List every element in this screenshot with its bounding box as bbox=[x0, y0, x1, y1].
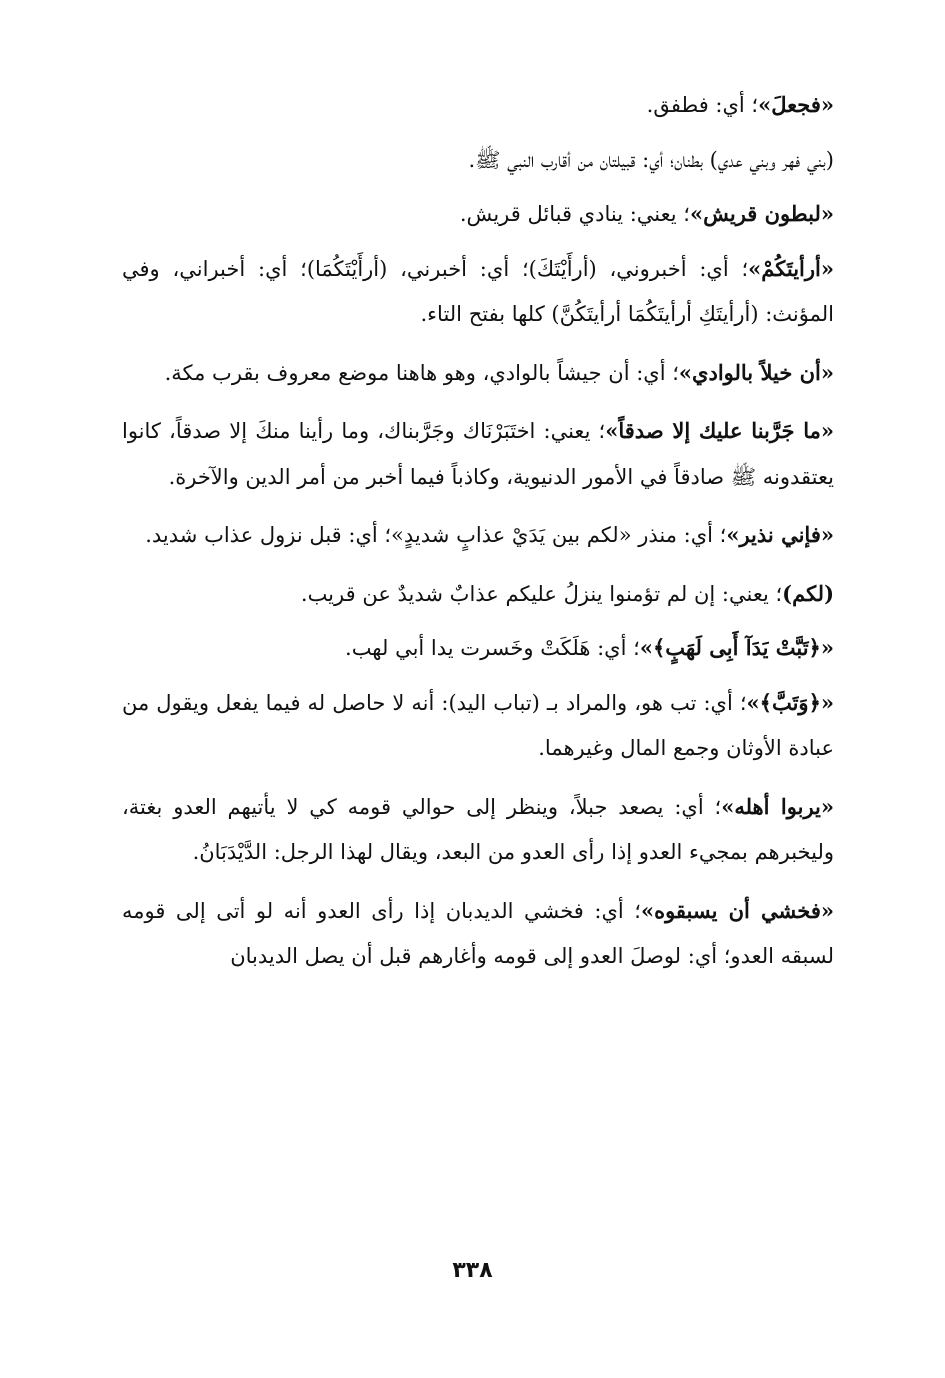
term: «﴿وَتَبَّ﴾» bbox=[746, 689, 834, 715]
paragraph-11 bbox=[122, 784, 834, 876]
explanation: ؛ يعني: إن لم تؤمنوا ينزلُ عليكم عذابٌ شديدٌ عن قريب. bbox=[300, 581, 783, 606]
paragraph-2 bbox=[122, 137, 834, 184]
paragraph-8 bbox=[122, 571, 834, 618]
explanation: ؛ أي: فطفق. bbox=[646, 93, 759, 117]
explanation: ؛ أي: فخشي الديدبان إذا رأى العدو أنه لو أتى إلى قومه لسبقه العدو؛ أي: لوصلَ العدو إلى قومه وأغارهم قبل أن يصل الديدبان bbox=[122, 898, 834, 968]
explanation: ؛ يعني: ينادي قبائل قريش. bbox=[459, 202, 690, 226]
term: «لبطون قريش» bbox=[689, 201, 834, 226]
paragraph-7 bbox=[122, 512, 834, 559]
explanation: ؛ أي: تب هو، والمراد بـ (تباب اليد): أنه لا حاصل له فيما يفعل ويقول من عبادة الأوثان وجمع المال وغيرهما. bbox=[122, 690, 834, 760]
paragraph-5 bbox=[122, 350, 834, 397]
term: (لكم) bbox=[782, 580, 834, 606]
explanation: ؛ أي: يصعد جبلاً، وينظر إلى حوالي قومه كي لا يأتيهم العدو بغتة، وليخبرهم بمجيء العدو إذا رأى العدو من البعد، ويقال لهذا الرجل: الدَّيْدَبَانُ. bbox=[122, 794, 834, 864]
term: «يربوا أهله» bbox=[721, 793, 835, 819]
paragraph-12 bbox=[122, 888, 834, 980]
term: «فخشي أن يسبقوه» bbox=[640, 897, 834, 923]
term: «فجعلَ» bbox=[758, 92, 834, 117]
term: «فإني نذير» bbox=[726, 522, 834, 547]
paragraph-4 bbox=[122, 246, 834, 338]
term: «﴿تَبَّتْ يَدَآ أَبِى لَهَبٍ﴾» bbox=[639, 635, 834, 660]
explanation: ؛ أي: منذر «لكم بين يَدَيْ عذابٍ شديدٍ»؛ أي: قبل نزول عذاب شديد. bbox=[145, 523, 727, 547]
paragraph-10 bbox=[122, 680, 834, 772]
term: «أرأيتَكُمْ» bbox=[748, 255, 834, 281]
explanation: ؛ أي: هَلَكَتْ وخَسرت يدا أبي لهب. bbox=[345, 636, 640, 660]
explanation: ؛ أي: أخبروني، (أرأَيْتَكَ)؛ أي: أخبرني، (أرأَيْتَكُمَا)؛ أي: أخبراني، وفي المؤنث: (أرأيتَكِ أرأيتَكُمَا أرأيتَكُنَّ) كلها بفتح التاء. bbox=[122, 256, 834, 326]
paragraph-9 bbox=[122, 625, 834, 672]
paragraph-3 bbox=[122, 191, 834, 238]
explanation: ؛ يعني: اختَبَرْنَاك وجَرَّبناك، وما رأينا منكَ إلا صدقاً، كانوا يعتقدونه ﷺ صادقاً في الأمور الدنيوية، وكاذباً فيما أخبر من أمر الدين والآخرة. bbox=[122, 419, 834, 489]
paragraph-1 bbox=[122, 82, 834, 129]
term: «أن خيلاً بالوادي» bbox=[678, 359, 834, 385]
explanation: (بني فهر وبني عدي) بطنان؛ أي: قبيلتان من أقارب النبي ﷺ. bbox=[468, 147, 834, 172]
explanation: ؛ أي: أن جيشاً بالوادي، وهو هاهنا موضع معروف بقرب مكة. bbox=[164, 360, 679, 385]
page-body bbox=[122, 82, 834, 992]
paragraph-6 bbox=[122, 408, 834, 500]
page-number: ٣٣٨ bbox=[452, 1258, 493, 1283]
term: «ما جَرَّبنا عليك إلا صدقاً» bbox=[605, 418, 834, 443]
